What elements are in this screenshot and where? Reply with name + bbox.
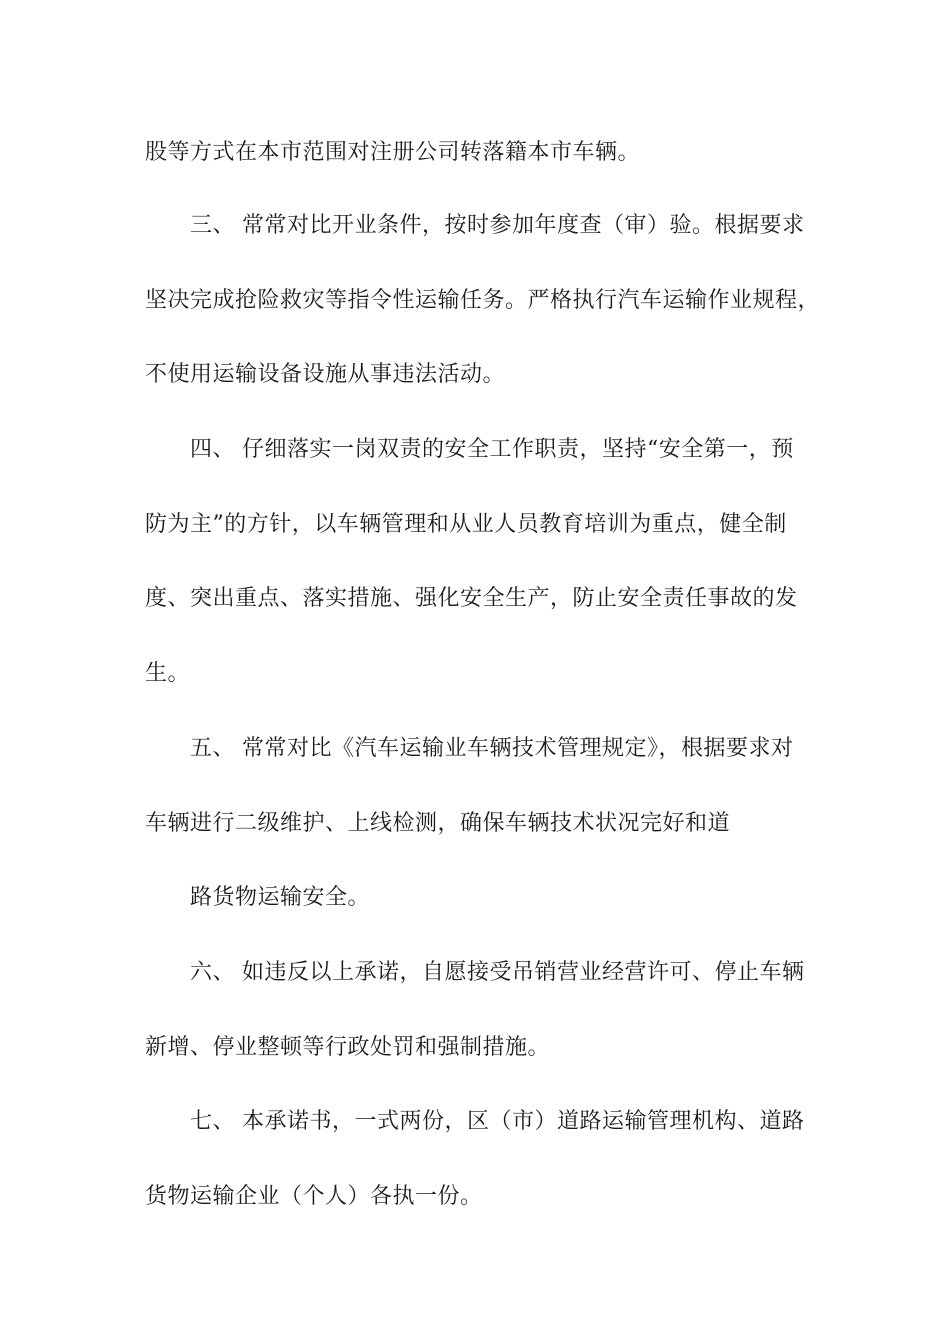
line-text: 货物运输企业（个人）各执一份。 bbox=[145, 1184, 483, 1209]
line-text: 常常对比《汽车运输业车辆技术管理规定》，根据要求对 bbox=[242, 736, 794, 761]
paragraph-line bbox=[145, 287, 820, 315]
line-text: 不使用运输设备设施从事违法活动。 bbox=[145, 362, 506, 387]
line-text: 路货物运输安全。 bbox=[190, 885, 371, 910]
paragraph-line bbox=[190, 735, 794, 763]
item-number: 三、 bbox=[190, 213, 236, 238]
line-text: 防为主”的方针，以车辆管理和从业人员教育培训为重点，健全制 bbox=[145, 512, 787, 537]
paragraph-line bbox=[145, 1183, 483, 1211]
line-text: 仔细落实一岗双责的安全工作职责，坚持“安全第一，预 bbox=[242, 437, 794, 462]
paragraph-line bbox=[145, 660, 190, 688]
paragraph-line bbox=[145, 361, 505, 389]
line-text: 度、突出重点、落实措施、强化安全生产，防止安全责任事故的发 bbox=[145, 586, 798, 611]
line-text: 生。 bbox=[145, 661, 191, 686]
line-text: 新增、停业整顿等行政处罚和强制措施。 bbox=[145, 1035, 551, 1060]
paragraph-line bbox=[145, 511, 787, 539]
paragraph-line bbox=[145, 1034, 550, 1062]
paragraph-line bbox=[190, 212, 805, 240]
line-text: 如违反以上承诺，自愿接受吊销营业经营许可、停止车辆 bbox=[242, 960, 805, 985]
item-number: 六、 bbox=[190, 960, 236, 985]
line-text: 坚决完成抢险救灾等指令性运输任务。严格执行汽车运输作业规程， bbox=[145, 288, 821, 313]
paragraph-line bbox=[190, 959, 805, 987]
line-text: 本承诺书，一式两份，区（市）道路运输管理机构、道路 bbox=[242, 1109, 805, 1134]
paragraph-line bbox=[145, 585, 798, 613]
item-number: 四、 bbox=[190, 437, 236, 462]
paragraph-line bbox=[190, 884, 370, 912]
item-number: 五、 bbox=[190, 736, 236, 761]
paragraph-line bbox=[190, 1108, 805, 1136]
line-text: 常常对比开业条件，按时参加年度查（审）验。根据要求 bbox=[242, 213, 805, 238]
paragraph-line bbox=[145, 139, 640, 167]
line-text: 股等方式在本市范围对注册公司转落籍本市车辆。 bbox=[145, 140, 641, 165]
item-number: 七、 bbox=[190, 1109, 236, 1134]
paragraph-line bbox=[145, 810, 730, 838]
paragraph-line bbox=[190, 436, 794, 464]
line-text: 车辆进行二级维护、上线检测，确保车辆技术状况完好和道 bbox=[145, 811, 731, 836]
